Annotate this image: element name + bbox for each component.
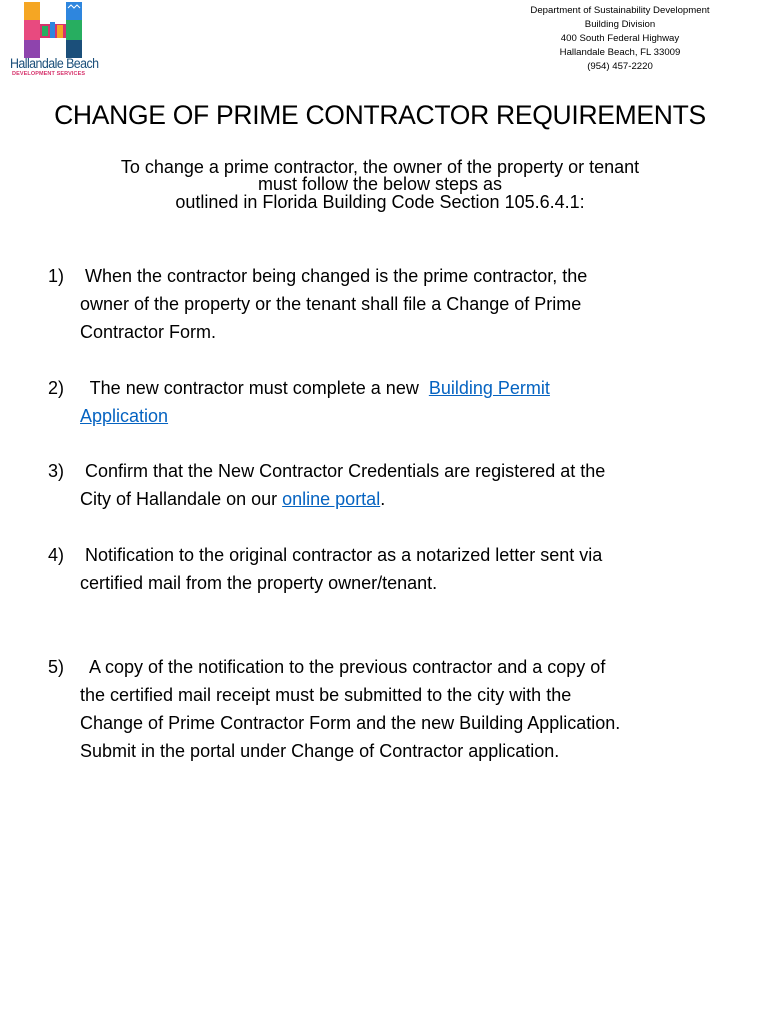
step-2-text: The new contractor must complete a new — [80, 378, 429, 398]
hallandale-beach-logo — [10, 2, 98, 78]
step-5-line-4: Submit in the portal under Change of Contractor application. — [80, 741, 560, 761]
city-address: Hallandale Beach, FL 33009 — [559, 47, 681, 58]
building-permit-application-link[interactable]: Application — [80, 406, 169, 426]
step-4-line-1: Notification to the original contractor as a notarized letter sent via — [80, 545, 603, 565]
step-5-line-2: the certified mail receipt must be submitted to the city with the — [80, 685, 572, 705]
step-3 — [48, 457, 605, 513]
step-2 — [48, 374, 550, 430]
intro-line-1: To change a prime contractor, the owner of the property or tenant — [120, 157, 640, 177]
street-address: 400 South Federal Highway — [560, 33, 680, 44]
step-5-line-3: Change of Prime Contractor Form and the new Building Application. — [80, 713, 621, 733]
intro-line-3: outlined in Florida Building Code Section 105.6.4.1: — [175, 192, 585, 212]
step-5 — [48, 653, 620, 765]
building-permit-link[interactable]: Building Permit — [428, 378, 550, 398]
page-title: CHANGE OF PRIME CONTRACTOR REQUIREMENTS — [54, 100, 706, 130]
step-4-line-2: certified mail from the property owner/tenant. — [80, 573, 438, 593]
step-3-line-1: Confirm that the New Contractor Credentials are registered at the — [80, 461, 606, 481]
step-1-line-1: When the contractor being changed is the prime contractor, the — [80, 266, 588, 286]
step-3-period: . — [380, 489, 386, 509]
division-name: Building Division — [584, 19, 656, 30]
step-1-line-2: owner of the property or the tenant shall file a Change of Prime — [80, 294, 582, 314]
logo-subtitle: DEVELOPMENT SERVICES — [12, 71, 86, 77]
logo-name: Hallandale Beach — [10, 56, 99, 71]
step-number: 5) — [48, 657, 65, 677]
phone-number: (954) 457-2220 — [587, 61, 653, 72]
step-3-line-2 — [80, 485, 605, 513]
online-portal-link[interactable]: online portal — [282, 489, 381, 509]
step-1 — [48, 262, 587, 346]
step-4 — [48, 541, 602, 597]
department-address — [470, 4, 770, 74]
step-number: 1) — [48, 266, 65, 286]
step-2-line-1 — [80, 374, 550, 402]
h-logo-icon — [24, 2, 82, 58]
department-name: Department of Sustainability Development — [530, 5, 710, 16]
step-number: 2) — [48, 378, 65, 398]
step-number: 3) — [48, 461, 65, 481]
step-1-line-3: Contractor Form. — [80, 322, 217, 342]
step-3-text: City of Hallandale on our — [80, 489, 283, 509]
intro-line-2: must follow the below steps as — [257, 174, 503, 194]
intro-paragraph — [0, 156, 760, 214]
step-5-line-1: A copy of the notification to the previous contractor and a copy of — [80, 657, 606, 677]
step-number: 4) — [48, 545, 65, 565]
